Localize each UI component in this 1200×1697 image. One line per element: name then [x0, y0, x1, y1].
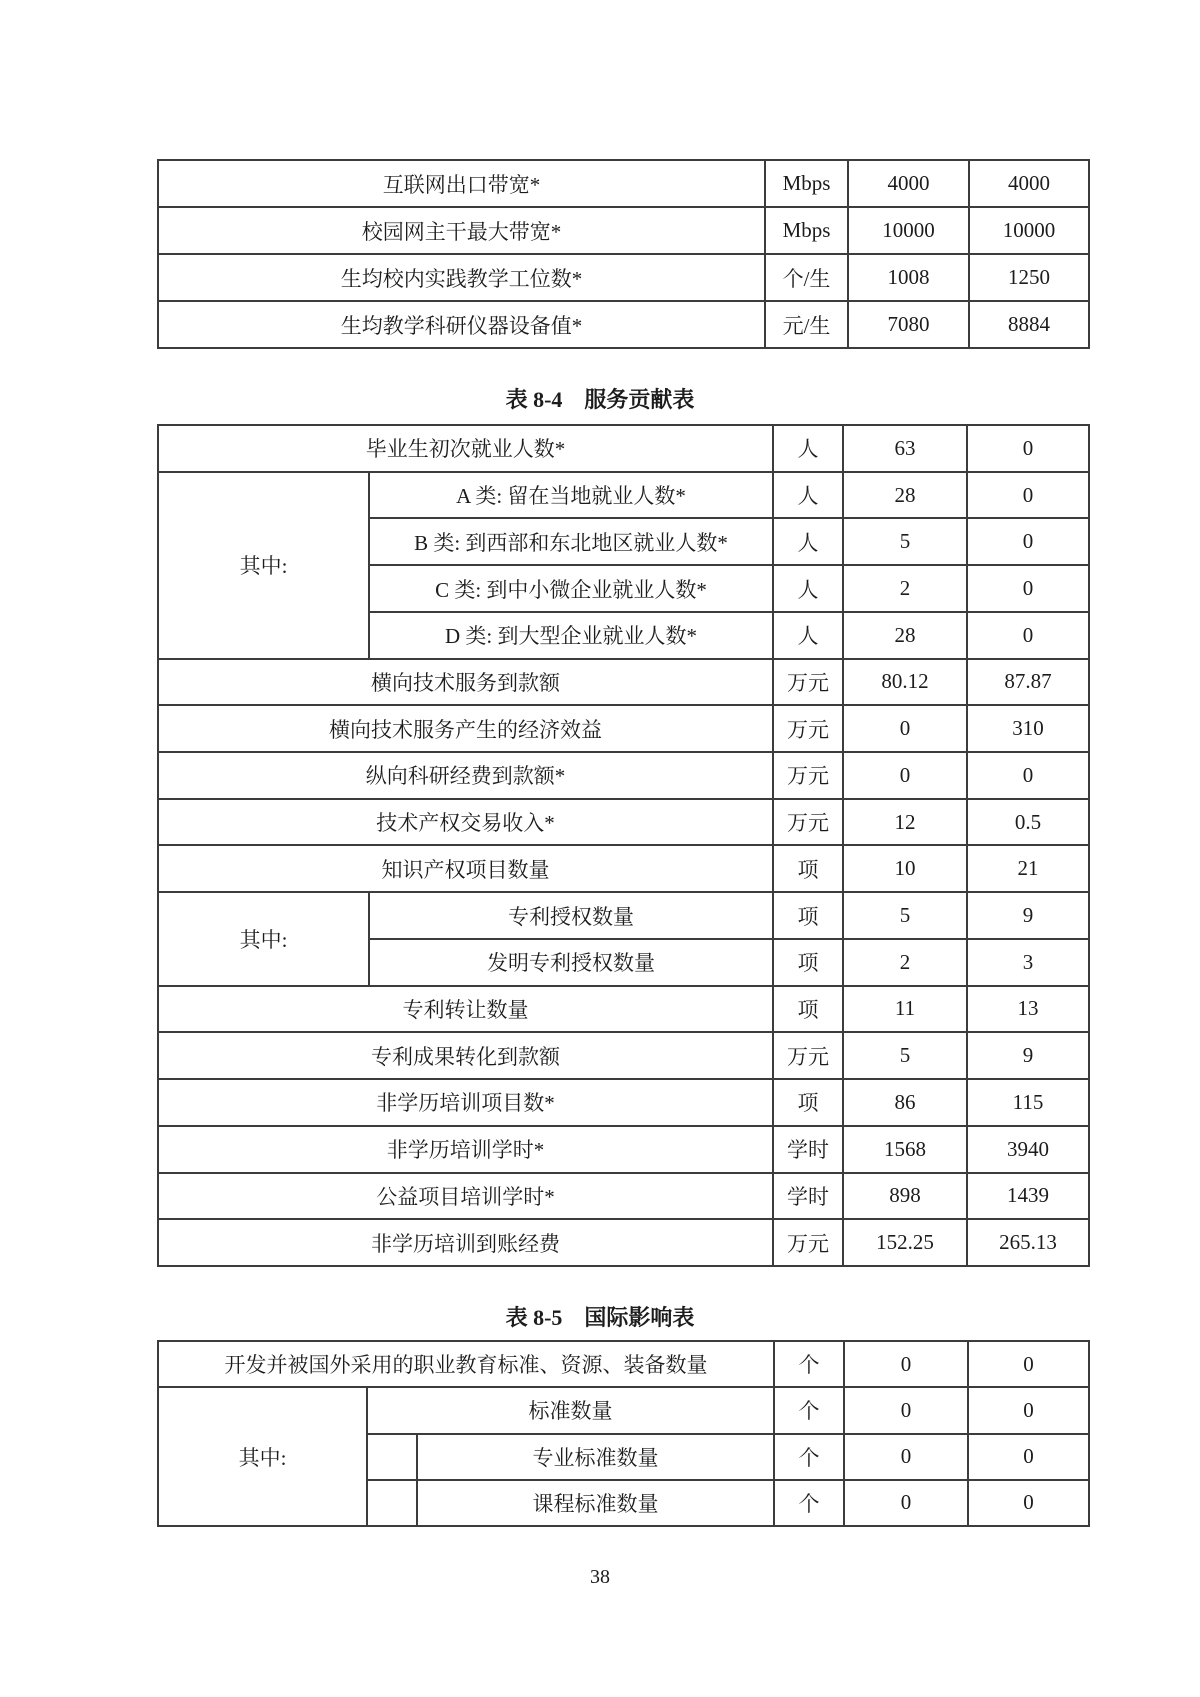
table-8-4-title — [0, 386, 1200, 414]
table-row — [158, 160, 1089, 207]
unit-cell: 项 — [773, 939, 843, 986]
table-8-5-title-text: 国际影响表 — [584, 1305, 695, 1330]
unit-cell: 万元 — [773, 1219, 843, 1266]
value-cell: 898 — [843, 1173, 967, 1220]
value-cell: 63 — [843, 425, 967, 472]
value-cell: 0 — [968, 1387, 1089, 1433]
unit-cell: 项 — [773, 892, 843, 939]
unit-cell: Mbps — [765, 160, 848, 207]
value-cell: 5 — [843, 1032, 967, 1079]
value-cell: 0 — [968, 1341, 1089, 1387]
table-8-4-title-text: 服务贡献表 — [584, 387, 695, 412]
row-sublabel-cell: 课程标准数量 — [417, 1480, 774, 1526]
unit-cell: 项 — [773, 1079, 843, 1126]
value-cell: 1568 — [843, 1126, 967, 1173]
value-cell: 12 — [843, 799, 967, 846]
value-cell: 13 — [967, 986, 1089, 1033]
row-sublabel-cell: A 类: 留在当地就业人数* — [369, 472, 773, 519]
unit-cell: 个 — [774, 1480, 844, 1526]
page-number: 38 — [590, 1566, 610, 1588]
unit-cell: 人 — [773, 425, 843, 472]
value-cell: 11 — [843, 986, 967, 1033]
table-row — [158, 1219, 1089, 1266]
table-row — [158, 1032, 1089, 1079]
unit-cell: 万元 — [773, 659, 843, 706]
table-row — [158, 254, 1089, 301]
row-label-cell: 横向技术服务到款额 — [158, 659, 773, 706]
value-cell: 0 — [967, 612, 1089, 659]
value-cell: 28 — [843, 472, 967, 519]
unit-cell: 项 — [773, 986, 843, 1033]
infra-metrics-table — [157, 159, 1090, 349]
value-cell: 4000 — [969, 160, 1089, 207]
value-cell: 0.5 — [967, 799, 1089, 846]
value-cell: 0 — [968, 1434, 1089, 1480]
row-sublabel-cell: C 类: 到中小微企业就业人数* — [369, 565, 773, 612]
value-cell: 0 — [843, 752, 967, 799]
table-row — [158, 425, 1089, 472]
table-row — [158, 301, 1089, 348]
value-cell: 4000 — [848, 160, 969, 207]
value-cell: 0 — [844, 1387, 968, 1433]
value-cell: 10 — [843, 845, 967, 892]
value-cell: 3 — [967, 939, 1089, 986]
row-label-cell: 非学历培训到账经费 — [158, 1219, 773, 1266]
value-cell: 10000 — [848, 207, 969, 254]
unit-cell: 学时 — [773, 1173, 843, 1220]
table-8-5-title — [0, 1304, 1200, 1332]
value-cell: 0 — [967, 518, 1089, 565]
row-sublabel-cell: 专业标准数量 — [417, 1434, 774, 1480]
table-row — [158, 659, 1089, 706]
unit-cell: 万元 — [773, 705, 843, 752]
table-row — [158, 472, 1089, 519]
value-cell: 86 — [843, 1079, 967, 1126]
row-label-cell: 纵向科研经费到款额* — [158, 752, 773, 799]
row-label-cell: 非学历培训项目数* — [158, 1079, 773, 1126]
row-sublabel-cell: 发明专利授权数量 — [369, 939, 773, 986]
value-cell: 3940 — [967, 1126, 1089, 1173]
row-label-cell: 非学历培训学时* — [158, 1126, 773, 1173]
row-label-cell: 公益项目培训学时* — [158, 1173, 773, 1220]
service-contribution-table — [157, 424, 1090, 1267]
table-row — [158, 1079, 1089, 1126]
value-cell: 28 — [843, 612, 967, 659]
table-row — [158, 1173, 1089, 1220]
value-cell: 265.13 — [967, 1219, 1089, 1266]
value-cell: 10000 — [969, 207, 1089, 254]
unit-cell: 人 — [773, 518, 843, 565]
value-cell: 7080 — [848, 301, 969, 348]
row-label-cell: 互联网出口带宽* — [158, 160, 765, 207]
value-cell: 5 — [843, 518, 967, 565]
value-cell: 21 — [967, 845, 1089, 892]
table-row — [158, 892, 1089, 939]
unit-cell: 人 — [773, 565, 843, 612]
row-label-cell: 横向技术服务产生的经济效益 — [158, 705, 773, 752]
row-label-cell: 生均校内实践教学工位数* — [158, 254, 765, 301]
value-cell: 1250 — [969, 254, 1089, 301]
value-cell: 8884 — [969, 301, 1089, 348]
value-cell: 0 — [967, 472, 1089, 519]
table-row — [158, 799, 1089, 846]
international-impact-table — [157, 1340, 1090, 1527]
value-cell: 2 — [843, 939, 967, 986]
spacer-cell — [367, 1434, 417, 1480]
unit-cell: 个/生 — [765, 254, 848, 301]
value-cell: 5 — [843, 892, 967, 939]
value-cell: 87.87 — [967, 659, 1089, 706]
row-label-cell: 技术产权交易收入* — [158, 799, 773, 846]
table-row — [158, 1126, 1089, 1173]
group-label-cell: 其中: — [158, 1387, 367, 1526]
row-label-cell: 校园网主干最大带宽* — [158, 207, 765, 254]
value-cell: 1008 — [848, 254, 969, 301]
table-row — [158, 207, 1089, 254]
unit-cell: 人 — [773, 472, 843, 519]
unit-cell: 元/生 — [765, 301, 848, 348]
value-cell: 310 — [967, 705, 1089, 752]
unit-cell: 个 — [774, 1387, 844, 1433]
value-cell: 0 — [967, 425, 1089, 472]
table-row — [158, 1387, 1089, 1433]
value-cell: 0 — [967, 752, 1089, 799]
value-cell: 0 — [967, 565, 1089, 612]
row-sublabel-cell: 标准数量 — [367, 1387, 774, 1433]
row-sublabel-cell: B 类: 到西部和东北地区就业人数* — [369, 518, 773, 565]
value-cell: 115 — [967, 1079, 1089, 1126]
unit-cell: 万元 — [773, 799, 843, 846]
row-sublabel-cell: 专利授权数量 — [369, 892, 773, 939]
group-label-cell: 其中: — [158, 472, 369, 659]
unit-cell: 个 — [774, 1434, 844, 1480]
spacer-cell — [367, 1480, 417, 1526]
row-label-cell: 生均教学科研仪器设备值* — [158, 301, 765, 348]
value-cell: 9 — [967, 1032, 1089, 1079]
unit-cell: 万元 — [773, 752, 843, 799]
value-cell: 0 — [844, 1480, 968, 1526]
value-cell: 0 — [843, 705, 967, 752]
value-cell: 0 — [844, 1341, 968, 1387]
row-label-cell: 专利成果转化到款额 — [158, 1032, 773, 1079]
unit-cell: 万元 — [773, 1032, 843, 1079]
table-row — [158, 1341, 1089, 1387]
row-label-cell: 知识产权项目数量 — [158, 845, 773, 892]
value-cell: 80.12 — [843, 659, 967, 706]
value-cell: 2 — [843, 565, 967, 612]
table-row — [158, 752, 1089, 799]
row-label-cell: 专利转让数量 — [158, 986, 773, 1033]
table-row — [158, 845, 1089, 892]
value-cell: 1439 — [967, 1173, 1089, 1220]
value-cell: 152.25 — [843, 1219, 967, 1266]
unit-cell: 项 — [773, 845, 843, 892]
unit-cell: 人 — [773, 612, 843, 659]
value-cell: 0 — [968, 1480, 1089, 1526]
table-8-5-title-number: 表 8-5 — [505, 1305, 563, 1330]
row-sublabel-cell: D 类: 到大型企业就业人数* — [369, 612, 773, 659]
row-label-cell: 开发并被国外采用的职业教育标准、资源、装备数量 — [158, 1341, 774, 1387]
table-row — [158, 986, 1089, 1033]
row-label-cell: 毕业生初次就业人数* — [158, 425, 773, 472]
table-row — [158, 705, 1089, 752]
unit-cell: Mbps — [765, 207, 848, 254]
table-8-4-title-number: 表 8-4 — [505, 387, 563, 412]
unit-cell: 学时 — [773, 1126, 843, 1173]
group-label-cell: 其中: — [158, 892, 369, 985]
unit-cell: 个 — [774, 1341, 844, 1387]
value-cell: 9 — [967, 892, 1089, 939]
value-cell: 0 — [844, 1434, 968, 1480]
